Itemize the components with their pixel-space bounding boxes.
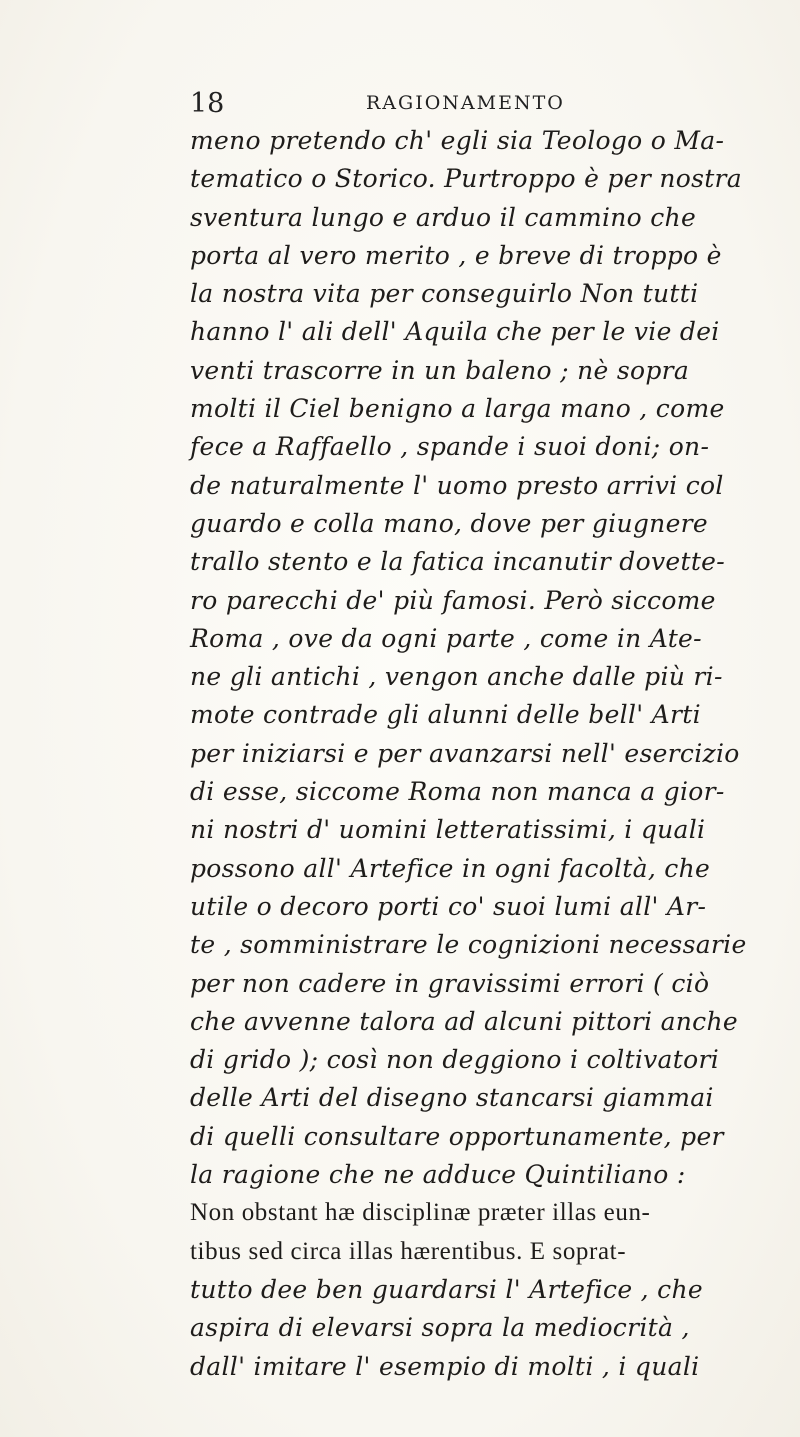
- text-line: trallo stento e la fatica incanutir dovette-: [190, 547, 726, 577]
- text-line: possono all' Artefice in ogni facoltà, che: [190, 853, 711, 883]
- page-number: 18: [190, 88, 225, 119]
- text-line: tibus sed circa illas hærentibus. E soprat-: [190, 1237, 627, 1265]
- text-line: hanno l' ali dell' Aquila che per le vie dei: [190, 317, 720, 347]
- text-line: aspira di elevarsi sopra la mediocrità ,: [190, 1313, 690, 1343]
- text-line: di quelli consultare opportunamente, per: [190, 1121, 724, 1151]
- text-line: meno pretendo ch' egli sia Teologo o Ma-: [190, 126, 725, 155]
- text-line: per non cadere in gravissimi errori ( ciò: [190, 968, 710, 998]
- text-line: tematico o Storico. Purtroppo è per nostra: [190, 164, 743, 194]
- text-line: la nostra vita per conseguirlo Non tutti: [190, 279, 699, 309]
- text-line: Roma , ove da ogni parte , come in Ate-: [190, 623, 702, 653]
- text-line: tutto dee ben guardarsi l' Artefice , che: [190, 1274, 703, 1304]
- text-line: delle Arti del disegno stancarsi giammai: [190, 1083, 714, 1113]
- text-line: fece a Raffaello , spande i suoi doni; on-: [190, 432, 710, 462]
- text-line: de naturalmente l' uomo presto arrivi col: [190, 470, 724, 500]
- text-line: ni nostri d' uomini letteratissimi, i quali: [190, 815, 706, 845]
- page-header: [190, 82, 750, 122]
- text-line: Non obstant hæ disciplinæ præter illas eun-: [190, 1199, 651, 1227]
- text-line: te , somministrare le cognizioni necessarie: [190, 930, 747, 960]
- text-line: molti il Ciel benigno a larga mano , come: [190, 394, 725, 424]
- text-line: dall' imitare l' esempio di molti , i quali: [190, 1351, 700, 1381]
- text-line: di esse, siccome Roma non manca a gior-: [190, 777, 725, 807]
- text-line: utile o decoro porti co' suoi lumi all' Ar-: [190, 891, 707, 921]
- text-line: ne gli antichi , vengon anche dalle più ri-: [190, 662, 723, 692]
- running-head: RAGIONAMENTO: [366, 92, 565, 114]
- text-line: venti trascorre in un baleno ; nè sopra: [190, 355, 690, 385]
- text-line: porta al vero merito , e breve di troppo è: [190, 240, 722, 270]
- text-line: che avvenne talora ad alcuni pittori anche: [190, 1006, 738, 1036]
- text-line: ro parecchi de' più famosi. Però siccome: [190, 585, 716, 615]
- text-body: [190, 122, 780, 1386]
- text-line: guardo e colla mano, dove per giugnere: [190, 508, 709, 538]
- text-line: di grido ); così non deggiono i coltivatori: [190, 1045, 720, 1075]
- text-line: mote contrade gli alunni delle bell' Arti: [190, 700, 701, 730]
- text-line: sventura lungo e arduo il cammino che: [190, 202, 697, 232]
- text-line: per iniziarsi e per avanzarsi nell' esercizio: [190, 738, 740, 768]
- text-line: la ragione che ne adduce Quintiliano :: [190, 1160, 686, 1190]
